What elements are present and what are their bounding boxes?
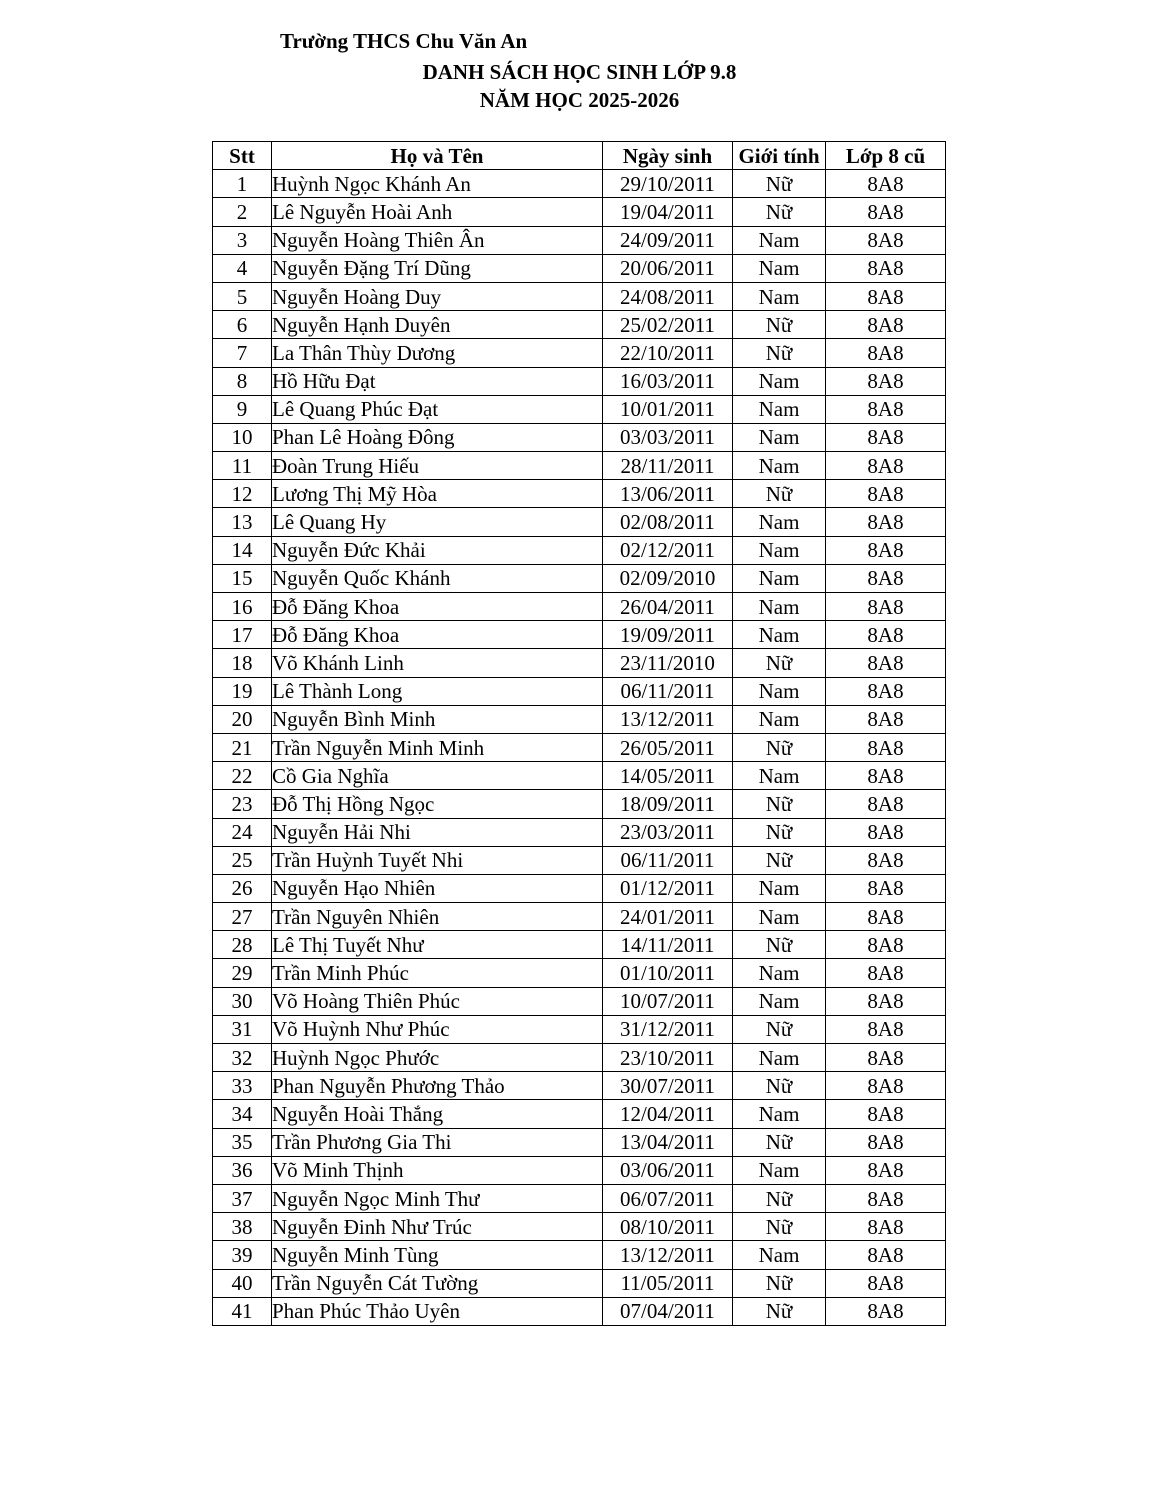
cell-birthdate: 23/11/2010 [603,649,733,677]
table-row [213,649,946,677]
cell-stt: 19 [213,677,272,705]
cell-gender: Nữ [733,733,826,761]
table-row [213,705,946,733]
cell-gender: Nam [733,254,826,282]
cell-stt: 41 [213,1297,272,1325]
cell-birthdate: 10/01/2011 [603,395,733,423]
cell-name: Trần Nguyễn Cát Tường [272,1269,603,1297]
cell-previous-class: 8A8 [826,198,946,226]
cell-previous-class: 8A8 [826,1184,946,1212]
cell-name: Võ Khánh Linh [272,649,603,677]
cell-stt: 17 [213,621,272,649]
cell-name: Nguyễn Quốc Khánh [272,564,603,592]
cell-previous-class: 8A8 [826,1072,946,1100]
cell-stt: 20 [213,705,272,733]
cell-gender: Nam [733,1156,826,1184]
cell-birthdate: 16/03/2011 [603,367,733,395]
cell-name: Nguyễn Minh Tùng [272,1241,603,1269]
table-row [213,254,946,282]
cell-previous-class: 8A8 [826,1044,946,1072]
cell-name: Nguyễn Hải Nhi [272,818,603,846]
cell-stt: 14 [213,536,272,564]
table-row [213,311,946,339]
cell-previous-class: 8A8 [826,762,946,790]
cell-previous-class: 8A8 [826,423,946,451]
cell-gender: Nữ [733,1213,826,1241]
cell-name: Nguyễn Hoài Thắng [272,1100,603,1128]
cell-stt: 4 [213,254,272,282]
table-row [213,846,946,874]
cell-stt: 12 [213,480,272,508]
cell-gender: Nam [733,452,826,480]
cell-name: La Thân Thùy Dương [272,339,603,367]
cell-gender: Nữ [733,339,826,367]
cell-gender: Nam [733,423,826,451]
table-row [213,1213,946,1241]
student-roster-table [212,141,946,1326]
cell-stt: 26 [213,874,272,902]
cell-previous-class: 8A8 [826,677,946,705]
cell-birthdate: 02/12/2011 [603,536,733,564]
cell-stt: 6 [213,311,272,339]
cell-name: Nguyễn Bình Minh [272,705,603,733]
cell-previous-class: 8A8 [826,705,946,733]
table-row [213,198,946,226]
cell-birthdate: 24/08/2011 [603,282,733,310]
cell-name: Nguyễn Hạnh Duyên [272,311,603,339]
cell-birthdate: 22/10/2011 [603,339,733,367]
cell-gender: Nữ [733,1184,826,1212]
table-row [213,1156,946,1184]
cell-gender: Nam [733,959,826,987]
cell-gender: Nữ [733,1128,826,1156]
cell-name: Hồ Hữu Đạt [272,367,603,395]
cell-previous-class: 8A8 [826,1269,946,1297]
cell-birthdate: 30/07/2011 [603,1072,733,1100]
cell-name: Võ Huỳnh Như Phúc [272,1015,603,1043]
cell-stt: 9 [213,395,272,423]
column-header-gender: Giới tính [733,142,826,170]
cell-birthdate: 13/12/2011 [603,705,733,733]
cell-name: Trần Huỳnh Tuyết Nhi [272,846,603,874]
cell-previous-class: 8A8 [826,733,946,761]
cell-name: Lương Thị Mỹ Hòa [272,480,603,508]
cell-previous-class: 8A8 [826,226,946,254]
cell-name: Trần Nguyên Nhiên [272,903,603,931]
cell-birthdate: 13/12/2011 [603,1241,733,1269]
cell-stt: 38 [213,1213,272,1241]
cell-stt: 16 [213,593,272,621]
table-row [213,226,946,254]
cell-birthdate: 19/04/2011 [603,198,733,226]
cell-stt: 8 [213,367,272,395]
cell-birthdate: 31/12/2011 [603,1015,733,1043]
cell-birthdate: 10/07/2011 [603,987,733,1015]
class-list-title: DANH SÁCH HỌC SINH LỚP 9.8 [422,60,737,84]
cell-name: Lê Nguyễn Hoài Anh [272,198,603,226]
table-row [213,395,946,423]
cell-stt: 24 [213,818,272,846]
cell-stt: 11 [213,452,272,480]
cell-birthdate: 01/10/2011 [603,959,733,987]
table-body [213,170,946,1326]
cell-name: Nguyễn Đức Khải [272,536,603,564]
cell-gender: Nam [733,705,826,733]
cell-birthdate: 08/10/2011 [603,1213,733,1241]
cell-birthdate: 14/05/2011 [603,762,733,790]
table-row [213,1241,946,1269]
cell-stt: 5 [213,282,272,310]
cell-name: Đỗ Thị Hồng Ngọc [272,790,603,818]
table-row [213,677,946,705]
cell-previous-class: 8A8 [826,1100,946,1128]
cell-previous-class: 8A8 [826,649,946,677]
cell-gender: Nam [733,987,826,1015]
table-row [213,762,946,790]
cell-name: Nguyễn Đinh Như Trúc [272,1213,603,1241]
cell-stt: 2 [213,198,272,226]
cell-previous-class: 8A8 [826,339,946,367]
cell-gender: Nữ [733,649,826,677]
cell-name: Trần Minh Phúc [272,959,603,987]
cell-previous-class: 8A8 [826,311,946,339]
cell-previous-class: 8A8 [826,1015,946,1043]
cell-birthdate: 14/11/2011 [603,931,733,959]
cell-previous-class: 8A8 [826,282,946,310]
cell-name: Trần Nguyễn Minh Minh [272,733,603,761]
cell-stt: 13 [213,508,272,536]
cell-name: Nguyễn Hạo Nhiên [272,874,603,902]
cell-name: Nguyễn Hoàng Thiên Ân [272,226,603,254]
cell-gender: Nữ [733,1072,826,1100]
column-header-birthdate: Ngày sinh [603,142,733,170]
cell-previous-class: 8A8 [826,987,946,1015]
column-header-previous-class: Lớp 8 cũ [826,142,946,170]
cell-name: Phan Nguyễn Phương Thảo [272,1072,603,1100]
cell-birthdate: 29/10/2011 [603,170,733,198]
table-row [213,874,946,902]
cell-name: Cồ Gia Nghĩa [272,762,603,790]
cell-previous-class: 8A8 [826,254,946,282]
cell-birthdate: 02/08/2011 [603,508,733,536]
table-row [213,621,946,649]
cell-stt: 32 [213,1044,272,1072]
cell-birthdate: 24/09/2011 [603,226,733,254]
cell-gender: Nữ [733,198,826,226]
cell-birthdate: 26/05/2011 [603,733,733,761]
cell-previous-class: 8A8 [826,1297,946,1325]
cell-birthdate: 18/09/2011 [603,790,733,818]
cell-name: Võ Hoàng Thiên Phúc [272,987,603,1015]
cell-stt: 15 [213,564,272,592]
school-year-title: NĂM HỌC 2025-2026 [479,88,680,112]
table-row [213,1297,946,1325]
cell-gender: Nam [733,564,826,592]
table-row [213,733,946,761]
column-header-name: Họ và Tên [272,142,603,170]
table-row [213,339,946,367]
cell-gender: Nam [733,621,826,649]
table-row [213,170,946,198]
cell-name: Đoàn Trung Hiếu [272,452,603,480]
cell-previous-class: 8A8 [826,621,946,649]
table-row [213,536,946,564]
cell-previous-class: 8A8 [826,1213,946,1241]
cell-gender: Nam [733,508,826,536]
table-row [213,593,946,621]
cell-previous-class: 8A8 [826,790,946,818]
cell-previous-class: 8A8 [826,931,946,959]
header-row [213,142,946,170]
cell-birthdate: 23/03/2011 [603,818,733,846]
table-row [213,564,946,592]
cell-previous-class: 8A8 [826,564,946,592]
cell-gender: Nam [733,395,826,423]
table-row [213,818,946,846]
cell-stt: 10 [213,423,272,451]
cell-previous-class: 8A8 [826,367,946,395]
cell-name: Lê Thị Tuyết Như [272,931,603,959]
cell-name: Đỗ Đăng Khoa [272,621,603,649]
cell-stt: 3 [213,226,272,254]
cell-gender: Nữ [733,846,826,874]
cell-name: Lê Quang Phúc Đạt [272,395,603,423]
table-row [213,282,946,310]
cell-name: Lê Quang Hy [272,508,603,536]
cell-name: Phan Phúc Thảo Uyên [272,1297,603,1325]
cell-previous-class: 8A8 [826,1156,946,1184]
cell-gender: Nam [733,367,826,395]
cell-birthdate: 24/01/2011 [603,903,733,931]
cell-birthdate: 20/06/2011 [603,254,733,282]
cell-gender: Nam [733,226,826,254]
cell-previous-class: 8A8 [826,593,946,621]
cell-gender: Nữ [733,1297,826,1325]
cell-gender: Nữ [733,311,826,339]
table-row [213,508,946,536]
cell-stt: 31 [213,1015,272,1043]
cell-gender: Nữ [733,1269,826,1297]
cell-stt: 35 [213,1128,272,1156]
table-row [213,452,946,480]
cell-previous-class: 8A8 [826,903,946,931]
cell-gender: Nam [733,536,826,564]
cell-birthdate: 13/06/2011 [603,480,733,508]
cell-previous-class: 8A8 [826,846,946,874]
cell-birthdate: 13/04/2011 [603,1128,733,1156]
cell-birthdate: 12/04/2011 [603,1100,733,1128]
cell-gender: Nữ [733,170,826,198]
cell-gender: Nam [733,593,826,621]
table-row [213,959,946,987]
table-row [213,903,946,931]
cell-name: Nguyễn Hoàng Duy [272,282,603,310]
cell-gender: Nam [733,677,826,705]
cell-previous-class: 8A8 [826,1128,946,1156]
cell-stt: 30 [213,987,272,1015]
cell-previous-class: 8A8 [826,818,946,846]
cell-stt: 29 [213,959,272,987]
cell-name: Trần Phương Gia Thi [272,1128,603,1156]
table-row [213,1269,946,1297]
cell-birthdate: 19/09/2011 [603,621,733,649]
cell-gender: Nam [733,282,826,310]
cell-stt: 21 [213,733,272,761]
cell-name: Huỳnh Ngọc Phước [272,1044,603,1072]
cell-stt: 33 [213,1072,272,1100]
cell-previous-class: 8A8 [826,452,946,480]
cell-name: Phan Lê Hoàng Đông [272,423,603,451]
cell-name: Võ Minh Thịnh [272,1156,603,1184]
cell-birthdate: 06/11/2011 [603,846,733,874]
table-row [213,480,946,508]
cell-previous-class: 8A8 [826,480,946,508]
cell-stt: 1 [213,170,272,198]
cell-name: Đỗ Đăng Khoa [272,593,603,621]
cell-previous-class: 8A8 [826,874,946,902]
cell-birthdate: 03/06/2011 [603,1156,733,1184]
cell-gender: Nữ [733,480,826,508]
cell-gender: Nữ [733,790,826,818]
cell-gender: Nam [733,903,826,931]
cell-birthdate: 06/07/2011 [603,1184,733,1212]
cell-previous-class: 8A8 [826,508,946,536]
cell-name: Nguyễn Đặng Trí Dũng [272,254,603,282]
table-row [213,1128,946,1156]
table-row [213,1100,946,1128]
school-name: Trường THCS Chu Văn An [280,29,528,53]
cell-gender: Nữ [733,1015,826,1043]
cell-gender: Nữ [733,818,826,846]
cell-name: Nguyễn Ngọc Minh Thư [272,1184,603,1212]
cell-gender: Nữ [733,931,826,959]
table-row [213,987,946,1015]
cell-previous-class: 8A8 [826,959,946,987]
table-row [213,1184,946,1212]
table-row [213,790,946,818]
table-row [213,367,946,395]
cell-previous-class: 8A8 [826,395,946,423]
cell-name: Lê Thành Long [272,677,603,705]
table-row [213,1072,946,1100]
column-header-stt: Stt [213,142,272,170]
cell-birthdate: 28/11/2011 [603,452,733,480]
cell-stt: 40 [213,1269,272,1297]
cell-stt: 39 [213,1241,272,1269]
cell-stt: 34 [213,1100,272,1128]
cell-stt: 18 [213,649,272,677]
cell-previous-class: 8A8 [826,170,946,198]
cell-gender: Nam [733,1100,826,1128]
cell-stt: 27 [213,903,272,931]
table-header [213,142,946,170]
cell-previous-class: 8A8 [826,536,946,564]
cell-gender: Nam [733,874,826,902]
document-title [0,58,1159,114]
cell-gender: Nam [733,762,826,790]
table-row [213,423,946,451]
cell-stt: 25 [213,846,272,874]
cell-birthdate: 02/09/2010 [603,564,733,592]
table-row [213,1044,946,1072]
cell-stt: 22 [213,762,272,790]
cell-birthdate: 03/03/2011 [603,423,733,451]
cell-birthdate: 25/02/2011 [603,311,733,339]
cell-birthdate: 06/11/2011 [603,677,733,705]
table-row [213,1015,946,1043]
cell-stt: 7 [213,339,272,367]
cell-stt: 23 [213,790,272,818]
cell-birthdate: 07/04/2011 [603,1297,733,1325]
cell-stt: 37 [213,1184,272,1212]
cell-gender: Nam [733,1044,826,1072]
table-row [213,931,946,959]
cell-birthdate: 11/05/2011 [603,1269,733,1297]
cell-previous-class: 8A8 [826,1241,946,1269]
cell-stt: 28 [213,931,272,959]
cell-birthdate: 23/10/2011 [603,1044,733,1072]
cell-stt: 36 [213,1156,272,1184]
cell-name: Huỳnh Ngọc Khánh An [272,170,603,198]
cell-birthdate: 01/12/2011 [603,874,733,902]
cell-gender: Nam [733,1241,826,1269]
cell-birthdate: 26/04/2011 [603,593,733,621]
